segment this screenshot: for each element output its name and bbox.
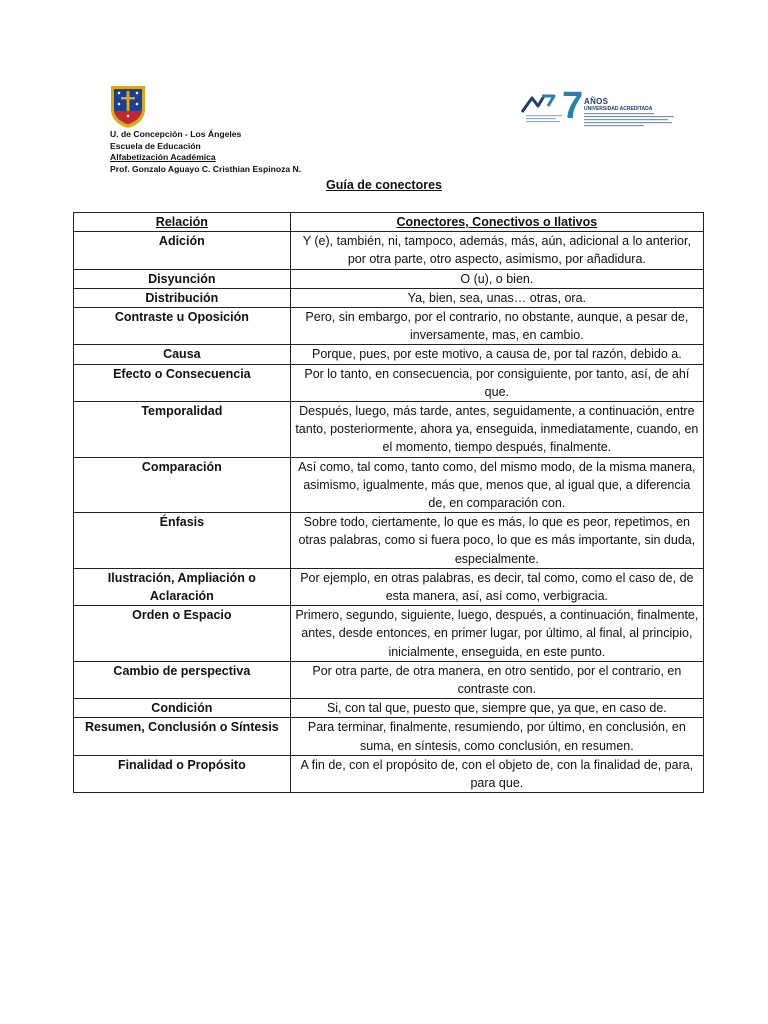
table-row: [74, 755, 704, 792]
relation-cell: Temporalidad: [74, 402, 291, 458]
accreditation-years-label: AÑOS: [584, 97, 609, 106]
university-crest-logo: [110, 85, 146, 129]
connectors-cell: Así como, tal como, tanto como, del mismo modo, de la misma manera, asimismo, igualmente, más que, menos que, al igual que, a diferencia de, en comparación con.: [290, 457, 703, 513]
institution-name: U. de Concepción - Los Ángeles: [110, 129, 242, 139]
connectors-cell: Por otra parte, de otra manera, en otro sentido, por el contrario, en contraste con.: [290, 661, 703, 698]
connectors-cell: Ya, bien, sea, unas… otras, ora.: [290, 288, 703, 307]
school-name: Escuela de Educación: [110, 140, 201, 151]
relation-cell: Condición: [74, 699, 291, 718]
accreditation-badge-text: UNIVERSIDAD ACREDITADA: [584, 106, 653, 112]
accreditation-years-number: 7: [562, 85, 584, 127]
table-row: [74, 364, 704, 401]
accreditation-mark-icon: [520, 92, 562, 114]
relation-cell: Disyunción: [74, 269, 291, 288]
table-row: [74, 232, 704, 269]
connectors-cell: Para terminar, finalmente, resumiendo, por último, en conclusión, en suma, en síntesis, como conclusión, en resumen.: [290, 718, 703, 755]
accreditation-logo: [520, 85, 690, 128]
connectors-cell: O (u), o bien.: [290, 269, 703, 288]
column-header-connectors: Conectores, Conectivos o Ilativos: [290, 213, 703, 232]
connectors-cell: Después, luego, más tarde, antes, seguidamente, a continuación, entre tanto, posteriormente, ahora ya, enseguida, inmediatamente, cuando, en el momento, tiempo después, finalmente.: [290, 402, 703, 458]
page-title: Guía de conectores: [325, 178, 442, 192]
table-row: [74, 288, 704, 307]
accreditation-fine-print: [584, 113, 679, 127]
table-row: [74, 513, 704, 569]
table-row: [74, 308, 704, 345]
table-row: [74, 606, 704, 662]
relation-cell: Énfasis: [74, 513, 291, 569]
relation-cell: Cambio de perspectiva: [74, 661, 291, 698]
connectors-cell: Por lo tanto, en consecuencia, por consiguiente, por tanto, así, de ahí que.: [290, 364, 703, 401]
course-name: Alfabetización Académica: [110, 152, 216, 163]
table-row: [74, 699, 704, 718]
relation-cell: Resumen, Conclusión o Síntesis: [74, 718, 291, 755]
relation-cell: Comparación: [74, 457, 291, 513]
connectors-cell: Sobre todo, ciertamente, lo que es más, lo que es peor, repetimos, en otras palabras, como si fuera poco, lo que es más importante, sin duda, especialmente.: [290, 513, 703, 569]
connectors-cell: A fin de, con el propósito de, con el objeto de, con la finalidad de, para, para que.: [290, 755, 703, 792]
table-row: [74, 568, 704, 605]
connectors-cell: Si, con tal que, puesto que, siempre que, ya que, en caso de.: [290, 699, 703, 718]
table-row: [74, 345, 704, 364]
header-info: [110, 129, 301, 175]
relation-cell: Orden o Espacio: [74, 606, 291, 662]
table-row: [74, 661, 704, 698]
column-header-relation: Relación: [74, 213, 291, 232]
relation-cell: Efecto o Consecuencia: [74, 364, 291, 401]
connectors-cell: Primero, segundo, siguiente, luego, después, a continuación, finalmente, antes, desde entonces, en primer lugar, por último, al final, al principio, inicialmente, enseguida, en este punto.: [290, 606, 703, 662]
relation-cell: Distribución: [74, 288, 291, 307]
connectors-table: [73, 212, 704, 793]
relation-cell: Contraste u Oposición: [74, 308, 291, 345]
relation-cell: Ilustración, Ampliación o Aclaración: [74, 568, 291, 605]
connectors-cell: Porque, pues, por este motivo, a causa de, por tal razón, debido a.: [290, 345, 703, 364]
connectors-cell: Por ejemplo, en otras palabras, es decir, tal como, como el caso de, de esta manera, así, así como, verbigracia.: [290, 568, 703, 605]
relation-cell: Causa: [74, 345, 291, 364]
professors-names: Prof. Gonzalo Aguayo C. Cristhian Espinoza N.: [110, 163, 302, 174]
connectors-cell: Pero, sin embargo, por el contrario, no obstante, aunque, a pesar de, inversamente, mas, en cambio.: [290, 308, 703, 345]
table-row: [74, 457, 704, 513]
relation-cell: Finalidad o Propósito: [74, 755, 291, 792]
table-row: [74, 269, 704, 288]
table-header-row: [74, 213, 704, 232]
connectors-cell: Y (e), también, ni, tampoco, además, más, aún, adicional a lo anterior, por otra parte, otro aspecto, asimismo, por añadidura.: [290, 232, 703, 269]
relation-cell: Adición: [74, 232, 291, 269]
table-row: [74, 718, 704, 755]
table-row: [74, 402, 704, 458]
